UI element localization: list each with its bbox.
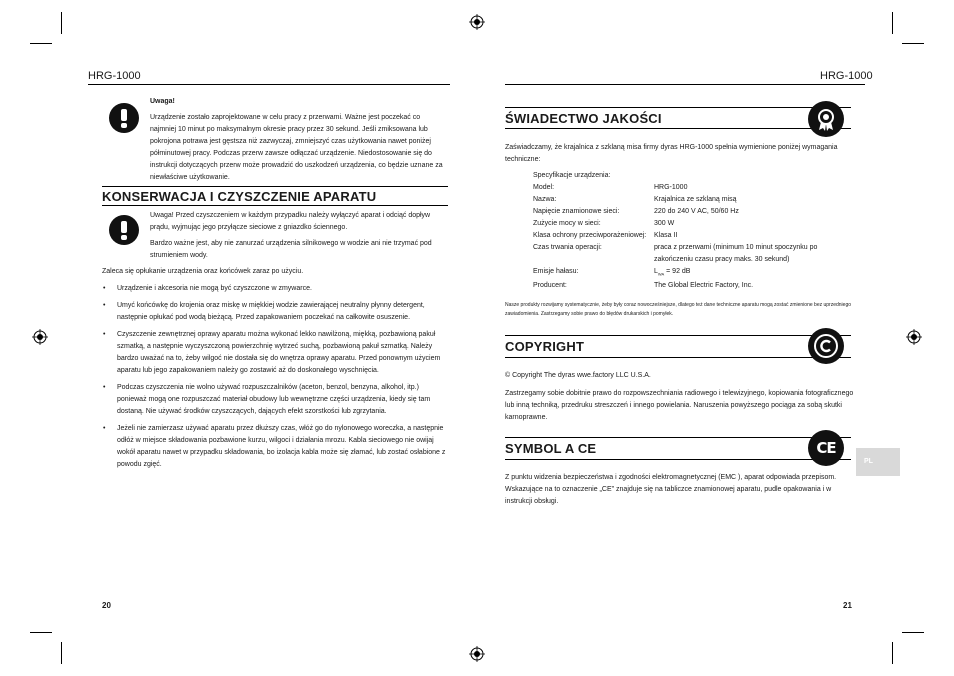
ce-mark-label: CE xyxy=(816,439,836,457)
spec-label: Model: xyxy=(533,184,555,191)
spec-label: Nazwa: xyxy=(533,196,557,203)
page-number-left: 20 xyxy=(102,601,111,610)
header-rule-right xyxy=(505,84,865,85)
section-rule-top xyxy=(505,335,851,336)
warning-text: Bardzo ważne jest, aby nie zanurzać urządzenia silnikowego w wodzie ani nie trzymać pod strumieniem wody. xyxy=(150,240,432,259)
crop-mark xyxy=(892,12,893,34)
warning-block xyxy=(150,96,448,184)
table-row xyxy=(533,194,824,206)
registration-mark-icon xyxy=(32,329,48,345)
language-tab: PL xyxy=(856,448,900,476)
spec-value xyxy=(654,266,824,280)
crop-mark xyxy=(30,43,52,44)
table-row xyxy=(533,206,824,218)
section-rule-bottom xyxy=(505,357,851,358)
noise-value: = 92 dB xyxy=(664,268,691,275)
spec-table xyxy=(533,182,824,292)
spec-label: Emisje hałasu: xyxy=(533,268,579,275)
intro-text: Zaleca się opłukanie urządzenia oraz końcówek zaraz po użyciu. xyxy=(102,268,304,275)
warning-icon xyxy=(109,215,139,245)
ce-body xyxy=(505,472,855,508)
spec-table-wrap xyxy=(533,170,853,292)
registration-mark-icon xyxy=(469,14,485,30)
section-title-ce: SYMBOL A CE xyxy=(505,441,597,456)
spec-label: Czas trwania operacji: xyxy=(533,244,602,251)
section-rule-top xyxy=(505,437,851,438)
spec-value: 300 W xyxy=(654,220,675,227)
maintenance-list xyxy=(102,283,450,471)
copyright-text: Zastrzegamy sobie dobitnie prawo do rozpowszechniania radiowego i telewizyjnego, kopiowania fotograficznego lub inną techniką, przedruku streszczeń i innego powielania. Naruszenia powyższego pociąga za sobą skutki karnoprawne. xyxy=(505,390,854,421)
disclaimer xyxy=(505,301,855,319)
list-item: • Czyszczenie zewnętrznej oprawy aparatu można wykonać lekko nawilżoną, miękką, pozbawioną pakuł szmatką, a następnie wyczyszczoną powierzchnię wytrzeć suchą, pozbawioną pakuł szmatką. Należy bardzo uważać na to, żeby wilgoć nie dostała się do wnętrza oprawy aparatu. Przed ponownym użyciem aparatu lub jego zapakowaniem należy go zostawić aż do doskonałego wyschnięcia. xyxy=(102,329,450,377)
crop-mark xyxy=(892,642,893,664)
section-rule-bottom xyxy=(505,459,851,460)
model-header-right: HRG-1000 xyxy=(820,70,873,82)
spec-value: Krajalnica ze szklaną misą xyxy=(654,196,737,203)
list-item: • Podczas czyszczenia nie wolno używać rozpuszczalników (aceton, benzol, benzyna, alkohol, itp.) ponieważ mogą one rozpuszczać materiał obudowy lub wewnętrzne części urządzenia, kiedy się tam dostaną. Nie używać środków czyszczących, dających efekt szorstkości lub zgrzytania. xyxy=(102,382,450,418)
list-item: • Jeżeli nie zamierzasz używać aparatu przez dłuższy czas, włóż go do nylonowego woreczka, a następnie odłóż w miejsce składowania pozbawione kurzu, wilgoci i działania mrozu. Kabla sieciowego nie owijaj wokół aparatu nawet w przypadku składowania, bo izolacja kabla może się złamać, lub zostać osłabione z powodu zgięć. xyxy=(102,423,450,471)
copyright-line: © Copyright The dyras wwe.factory LLC U.S.A. xyxy=(505,372,651,379)
spec-value: 220 do 240 V AC, 50/60 Hz xyxy=(654,208,739,215)
crop-mark xyxy=(902,632,924,633)
section-rule-bottom xyxy=(505,128,851,129)
spec-label: Napięcie znamionowe sieci: xyxy=(533,208,620,215)
quality-body xyxy=(505,142,855,166)
table-row xyxy=(533,218,824,230)
disclaimer-text: Nasze produkty rozwijamy systematycznie, żeby były corаz nowocześniejsze, dlatego też dane techniczne aparatu mogą zostać zmienione bez uprzedniego zawiadomienia. Zastrzegamy sobie prawo do błędów drukarskich i pomyłek. xyxy=(505,302,852,317)
model-header-left: HRG-1000 xyxy=(88,70,141,82)
table-row xyxy=(533,182,824,194)
registration-mark-icon xyxy=(906,329,922,345)
section-rule-top xyxy=(102,186,448,187)
noise-subscript: WA xyxy=(657,271,665,277)
spec-value: praca z przerwami (minimum 10 minut spoczynku po zakończeniu czasu pracy maks. 30 sekund) xyxy=(654,244,818,263)
section-title-copyright: COPYRIGHT xyxy=(505,339,585,354)
section-title-maintenance: KONSERWACJA I CZYSZCZENIE APARATU xyxy=(102,189,377,204)
section-rule-bottom xyxy=(102,205,448,206)
maintenance-body xyxy=(102,266,450,476)
copyright-body xyxy=(505,370,855,424)
table-row xyxy=(533,242,824,266)
copyright-icon xyxy=(808,328,844,364)
spec-value: Klasa II xyxy=(654,232,678,239)
warning-text: Uwaga! Przed czyszczeniem w każdym przypadku należy wyłączyć aparat i odciąć dopływ prądu, wyjmując jego przyłącze sieciowe z gniazdko ściennego. xyxy=(150,212,431,231)
ce-mark-icon xyxy=(808,430,844,466)
crop-mark xyxy=(61,642,62,664)
warning-title: Uwaga! xyxy=(150,98,175,105)
table-row xyxy=(533,280,824,292)
registration-mark-icon xyxy=(469,646,485,662)
warning-icon xyxy=(109,103,139,133)
crop-mark xyxy=(61,12,62,34)
spec-value: HRG-1000 xyxy=(654,184,688,191)
spec-label: Klasa ochrony przeciwporażeniowej: xyxy=(533,232,647,239)
crop-mark xyxy=(902,43,924,44)
spec-label: Producent: xyxy=(533,282,567,290)
ce-text: Z punktu widzenia bezpieczeństwa i zgodności elektromagnetycznej (EMC ), aparat odpowiada przepisom. Wskazujące na to oznaczenie „CE" znajduje się na tabliczce znamionowej aparatu, pudle opakowania i w instrukcji obsługi. xyxy=(505,474,837,505)
list-item: • Umyć końcówkę do krojenia oraz miskę w miękkiej wodzie zawierającej neutralny płynny detergent, następnie opłukać pod wodą bieżącą. Przed zapakowaniem poczekać na całkowite osuszenie. xyxy=(102,300,450,324)
page-number-right: 21 xyxy=(843,601,852,610)
crop-mark xyxy=(30,632,52,633)
quality-seal-icon xyxy=(808,101,844,137)
header-rule-left xyxy=(88,84,450,85)
table-row xyxy=(533,266,824,280)
noise-symbol: L xyxy=(654,268,658,275)
section-title-quality: ŚWIADECTWO JAKOŚCI xyxy=(505,111,662,126)
warning-block xyxy=(150,210,448,262)
section-rule-top xyxy=(505,107,851,108)
spec-heading: Specyfikacje urządzenia: xyxy=(533,172,611,179)
spec-value: The Global Electric Factory, Inc. xyxy=(654,282,754,290)
warning-text: Urządzenie zostało zaprojektowane w celu pracy z przerwami. Ważne jest poczekać co najmniej 10 minut po maksymalnym okresie pracy przez 30 sekund. Jeśli zmiksowana lub pokrojona potrawa jest gęstsza niż zazwyczaj, zmniejszyć czas użytkowania nawet poniżej półminutowej pracy. Podczas przerw zawsze odłączać urządzenie. Niedostosowanie się do instrukcji dotyczących przerw może prowadzić do uszkodzeń urządzenia, co będzie uznane za niewłaściwe użytkowanie. xyxy=(150,114,443,181)
quality-text: Zaświadczamy, że krajalnica z szklaną misa firmy dyras HRG-1000 spełnia wymienione poniżej wymagania techniczne: xyxy=(505,144,838,163)
spec-label: Zużycie mocy w sieci: xyxy=(533,220,601,227)
list-item: • Urządzenie i akcesoria nie mogą być czyszczone w zmywarce. xyxy=(102,283,450,295)
table-row xyxy=(533,230,824,242)
